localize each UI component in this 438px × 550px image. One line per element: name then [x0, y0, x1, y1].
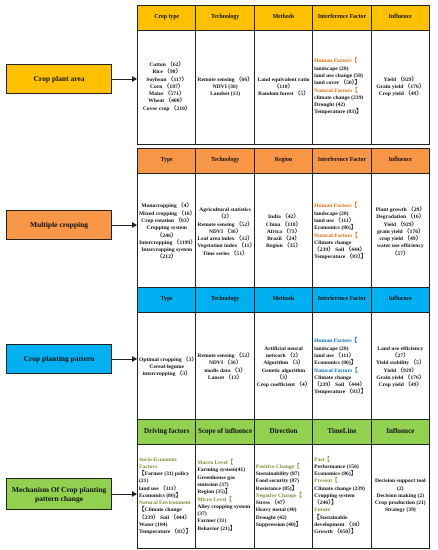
- cell-methods: Land equivalent ratio （110） Random forest （5）: [254, 31, 312, 145]
- header-interference-factor: Interference Factor: [313, 149, 371, 174]
- cell-driving-factors: Socio-Economic Factors 【Farmer (31) policy (21) land use （111） Economics (86)】 Natural Environment 【Climate change （239） Soil （444） Water (184) Temperature （83）】: [138, 445, 196, 549]
- cell-interference-factor: Human Factors【 landscape (28) land use （111） Economics (86)】 Natural Factors【 Climate change （239） Soil （444） Temperature （83）】: [313, 313, 371, 423]
- section-label-multiple-cropping: Multiple cropping: [6, 210, 112, 240]
- cell-influence: Decision support tool (2) Decision making (2) Crop production (21) Strategy (39): [371, 445, 429, 549]
- header-interference-factor: Interference Factor: [313, 6, 371, 31]
- table-multiple-cropping: [137, 148, 430, 292]
- cell-technology: Remote sensing （52） NDVI （36） modis data （3） Lanset （13）: [196, 313, 254, 423]
- header-technology: Technology: [196, 149, 254, 174]
- cell-interference-factor: Human Factors【 landscape (28) land use （111） Economics (86)】 Natural Factors【 Climate change （239） Soil （444） Temperature （83）】: [313, 174, 371, 292]
- header-methods: Methods: [254, 288, 312, 313]
- cell-technology: Remote sensing （66） NDVI (36) Landset (13): [196, 31, 254, 145]
- arrow-3: [112, 359, 136, 360]
- cell-technology: Agricultural statistics （2） Remote sensing （52） NDVI （36） Leaf area index （12） Vegetation index （11） Time series （51）: [196, 174, 254, 292]
- cell-scope-of-influence: Macro Level【 Farming system(41) Greenhouse gas emission (37) Region (35)】 Micro Level【 Alley cropping system (37) Farmer (31) Behavior (21)】: [196, 445, 254, 549]
- cell-crop-types: Cotton （62） Rice （98） Soybean （117） Corn （187） Maize （571） Wheat （400） Cover crop （210）: [138, 31, 196, 145]
- header-influence: Influence: [371, 420, 429, 445]
- header-direction: Direction: [254, 420, 312, 445]
- header-methods: Methods: [254, 6, 312, 31]
- cell-types: Optimal cropping （3） Cereal-legume intercropping （3）: [138, 313, 196, 423]
- header-influence: Influence: [371, 6, 429, 31]
- header-region: Region: [254, 149, 312, 174]
- header-timeline: TimeLine: [313, 420, 371, 445]
- cell-influence: Land use efficiency （27） Yield stability （5） Yield （929） Grain yield （176） Crop yield （49）: [371, 313, 429, 423]
- header-technology: Technology: [196, 6, 254, 31]
- cell-influence: Yield （929） Grain yield （176） Crop yield （49）: [371, 31, 429, 145]
- section-label-crop-planting-pattern: Crop planting pattern: [6, 344, 112, 374]
- cell-direction: Positive Change【 Sustainability (87) Food security (87) Resistance (85)】 Negative Change【 Stress （47） Heavy metal (40) Drought (42) Suppression (40)】: [254, 445, 312, 549]
- header-crop-type: Crop type: [138, 6, 196, 31]
- table-crop-plant-area: [137, 5, 430, 145]
- header-influence: Influence: [371, 149, 429, 174]
- cell-influence: Plant growth （29） Degradation （16） Yield （929） grain yield （176） crop yield （49） water use efficiency （57）: [371, 174, 429, 292]
- header-type: Type: [138, 149, 196, 174]
- section-label-crop-plant-area: Crop plant area: [6, 64, 112, 94]
- cell-types: Monocropping （4） Mixed cropping （16） Crop rotation （83） Cropping system （246） Intercropping （1199） Intercropping system （212）: [138, 174, 196, 292]
- cell-timeline: Past【 Performance (156) Economics (86)】 Present【 Climate change (239) Cropping system （246）】 Future 【Sustainable development （10） Growth （650）】: [313, 445, 371, 549]
- header-type: Type: [138, 288, 196, 313]
- header-interference-factor: Interference Factor: [313, 288, 371, 313]
- cell-region: India （42） China （118） Africa （73） Brazil （24） Region （35）: [254, 174, 312, 292]
- arrow-4: [112, 494, 136, 495]
- arrow-1: [112, 79, 136, 80]
- header-technology: Technology: [196, 288, 254, 313]
- header-influence: Influence: [371, 288, 429, 313]
- table-mechanism: [137, 419, 430, 549]
- arrow-2: [112, 225, 136, 226]
- section-label-mechanism: Mechanism Of Crop planting pattern change: [6, 478, 112, 510]
- header-scope-of-influence: Scope of influence: [196, 420, 254, 445]
- header-driving-factors: Driving factors: [138, 420, 196, 445]
- cell-methods: Artificial neural network （2） Algorithm （3） Genetic algorithm （3） Crop coefficient （4）: [254, 313, 312, 423]
- cell-interference-factor: Human Factors【 landscape (28) land use change (50) land cover （50）】 Natural Factors【 climate change (239) Drought (42) Temperature (83)】: [313, 31, 371, 145]
- table-crop-planting-pattern: [137, 287, 430, 423]
